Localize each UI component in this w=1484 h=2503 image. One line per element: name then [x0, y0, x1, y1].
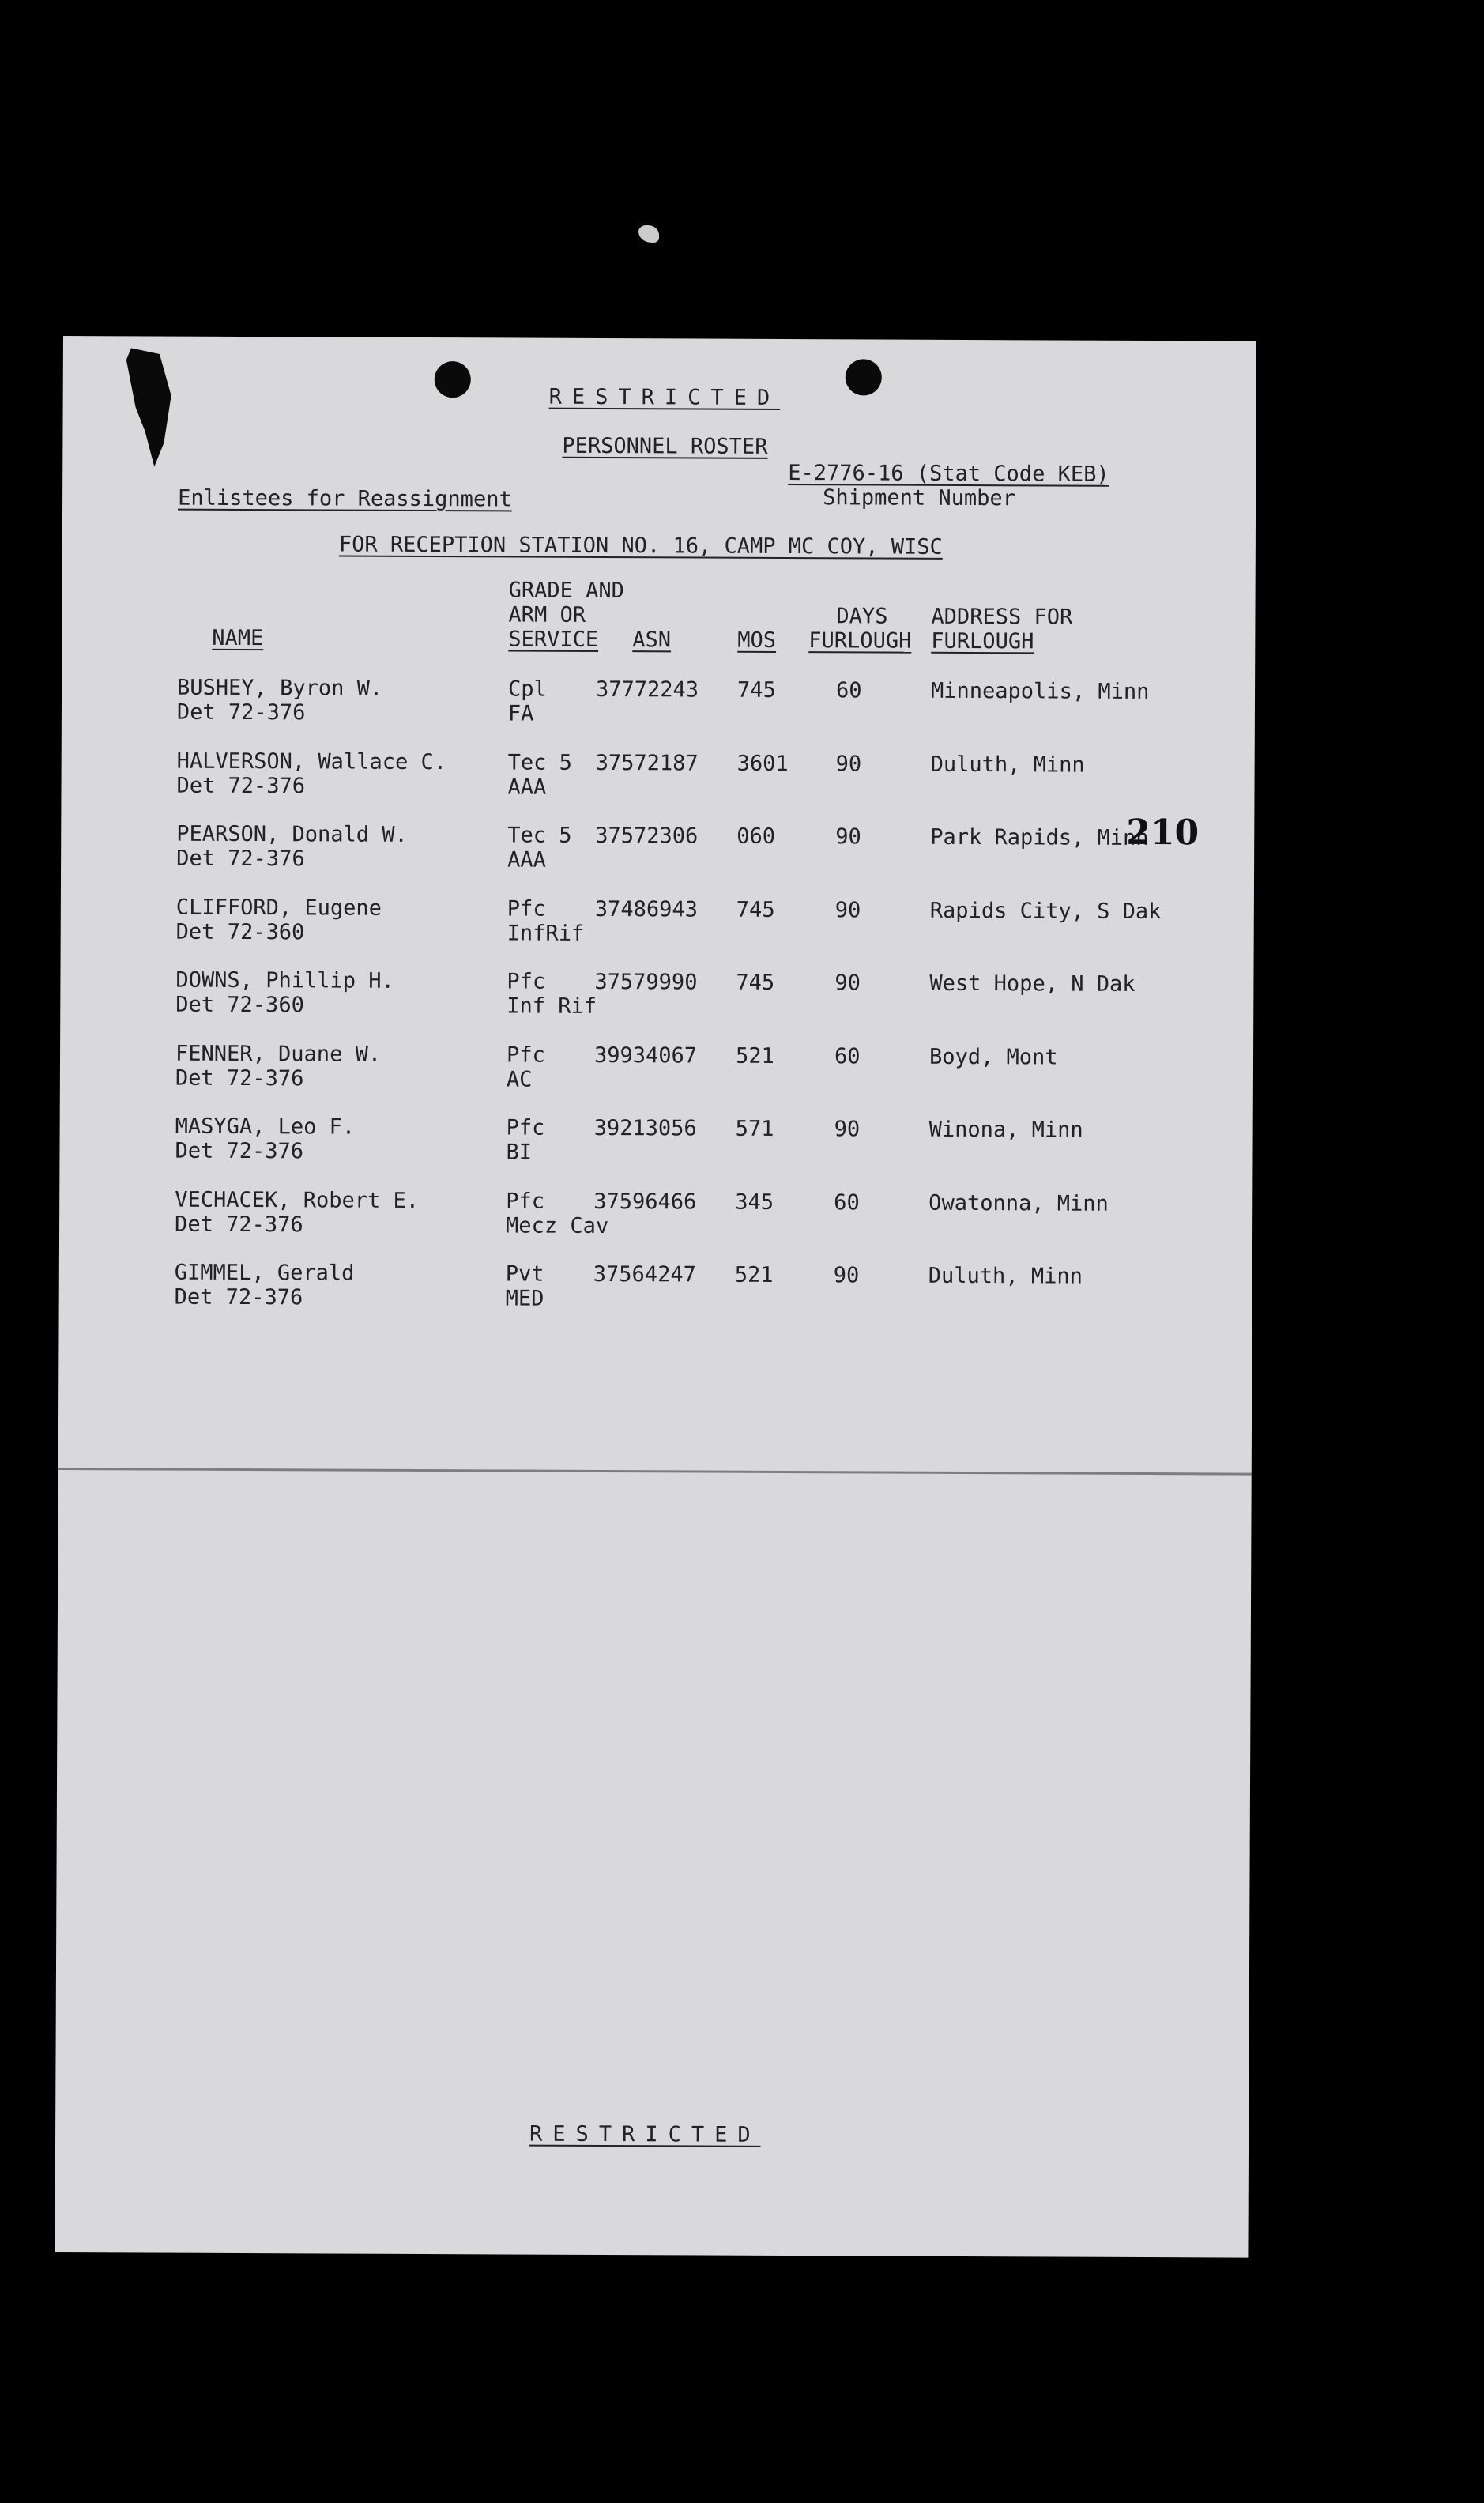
- cell-grade: Tec 5: [507, 823, 572, 848]
- cell-det: Det 72-376: [175, 1212, 303, 1237]
- cell-asn: 37596466: [593, 1189, 697, 1215]
- cell-det: Det 72-376: [176, 699, 306, 726]
- cell-arm: Mecz Cav: [506, 1212, 609, 1238]
- col-days-line2: FURLOUGH: [808, 628, 912, 654]
- cell-mos: 060: [736, 824, 776, 849]
- cell-address: Boyd, Mont: [928, 1044, 1058, 1070]
- cell-address: Rapids City, S Dak: [929, 898, 1162, 924]
- cell-days: 90: [834, 1117, 861, 1142]
- cell-det: Det 72-376: [175, 1138, 304, 1164]
- destination-line: FOR RECEPTION STATION NO. 16, CAMP MC COY, WISC: [338, 532, 943, 560]
- col-mos: MOS: [737, 628, 777, 653]
- cell-grade: Pfc: [506, 1115, 545, 1140]
- col-grade-line1: GRADE AND: [508, 578, 624, 604]
- page-number: 210: [1126, 812, 1200, 854]
- cell-mos: 745: [736, 970, 775, 995]
- cell-days: 90: [833, 1263, 860, 1288]
- cell-asn: 37486943: [594, 896, 698, 922]
- cell-arm: InfRif: [507, 920, 585, 946]
- cell-grade: Pfc: [506, 1188, 545, 1214]
- cell-address: Park Rapids, Minn: [930, 824, 1149, 850]
- cell-address: Minneapolis, Minn: [930, 678, 1150, 705]
- cell-name: FENNER, Duane W.: [175, 1041, 382, 1067]
- cell-arm: BI: [506, 1140, 533, 1165]
- cell-name: MASYGA, Leo F.: [175, 1114, 356, 1140]
- cell-arm: MED: [505, 1286, 544, 1311]
- cell-address: Winona, Minn: [928, 1117, 1083, 1143]
- cell-mos: 745: [736, 677, 776, 703]
- cell-asn: 37579990: [594, 969, 698, 995]
- cell-det: Det 72-376: [176, 773, 306, 798]
- cell-arm: FA: [507, 701, 534, 726]
- restricted-footer: RESTRICTED: [529, 2121, 761, 2147]
- cell-grade: Pfc: [507, 969, 546, 994]
- cell-arm: AAA: [507, 774, 547, 800]
- col-address-line1: ADDRESS FOR: [931, 604, 1073, 630]
- cell-days: 60: [834, 1043, 861, 1069]
- cell-mos: 745: [736, 897, 775, 922]
- cell-arm: AC: [506, 1066, 533, 1092]
- ink-stain: [126, 348, 174, 466]
- roster-title: PERSONNEL ROSTER: [562, 433, 768, 459]
- cell-grade: Pvt: [505, 1261, 544, 1287]
- strike-through-line: [58, 1468, 1252, 1476]
- cell-address: Duluth, Minn: [928, 1263, 1083, 1289]
- cell-address: Duluth, Minn: [930, 752, 1085, 778]
- dust-speck: [638, 225, 659, 243]
- cell-name: CLIFFORD, Eugene: [175, 895, 382, 921]
- cell-mos: 345: [735, 1189, 774, 1215]
- cell-days: 90: [834, 897, 861, 922]
- enlistees-label: Enlistees for Reassignment: [178, 485, 512, 512]
- cell-asn: 39934067: [593, 1042, 698, 1069]
- cell-asn: 37564247: [593, 1261, 696, 1287]
- cell-grade: Pfc: [506, 1042, 545, 1068]
- cell-det: Det 72-376: [175, 1065, 304, 1091]
- cell-grade: Cpl: [507, 677, 547, 702]
- cell-asn: 37572187: [595, 750, 699, 776]
- cell-grade: Tec 5: [507, 749, 572, 775]
- cell-days: 90: [835, 824, 861, 850]
- cell-name: HALVERSON, Wallace C.: [176, 748, 447, 775]
- shipment-code: E-2776-16 (Stat Code KEB): [788, 461, 1109, 487]
- cell-det: Det 72-360: [175, 992, 304, 1018]
- cell-asn: 39213056: [593, 1115, 697, 1141]
- cell-address: Owatonna, Minn: [928, 1190, 1109, 1216]
- cell-days: 60: [834, 1189, 860, 1215]
- cell-arm: Inf Rif: [507, 993, 597, 1019]
- punch-hole-right: [846, 359, 882, 395]
- cell-days: 60: [835, 678, 862, 703]
- punch-hole-left: [435, 361, 471, 398]
- cell-asn: 37572306: [595, 823, 699, 849]
- col-days-line1: DAYS: [836, 604, 888, 629]
- cell-det: Det 72-360: [175, 919, 305, 944]
- col-grade-line3: SERVICE: [508, 627, 599, 652]
- cell-name: PEARSON, Donald W.: [176, 821, 408, 847]
- cell-arm: AAA: [507, 847, 546, 873]
- cell-grade: Pfc: [507, 895, 546, 922]
- cell-det: Det 72-376: [176, 846, 305, 872]
- col-address-line2: FURLOUGH: [931, 628, 1034, 654]
- cell-days: 90: [834, 971, 861, 996]
- cell-days: 90: [835, 751, 862, 776]
- shipment-number-label: Shipment Number: [823, 485, 1016, 511]
- cell-mos: 521: [735, 1043, 774, 1069]
- col-grade-line2: ARM OR: [508, 602, 586, 628]
- cell-mos: 521: [734, 1262, 774, 1287]
- cell-name: GIMMEL, Gerald: [174, 1260, 355, 1286]
- cell-name: DOWNS, Phillip H.: [175, 967, 394, 993]
- cell-mos: 571: [735, 1116, 774, 1141]
- cell-name: VECHACEK, Robert E.: [175, 1187, 420, 1213]
- cell-name: BUSHEY, Byron W.: [176, 675, 383, 701]
- col-name: NAME: [212, 625, 264, 651]
- restricted-header: RESTRICTED: [548, 384, 781, 410]
- cell-det: Det 72-376: [174, 1284, 303, 1310]
- cell-address: West Hope, N Dak: [929, 971, 1136, 997]
- roster-page: [55, 336, 1256, 2258]
- col-asn: ASN: [632, 628, 672, 653]
- cell-mos: 3601: [736, 751, 789, 776]
- cell-asn: 37772243: [595, 677, 699, 703]
